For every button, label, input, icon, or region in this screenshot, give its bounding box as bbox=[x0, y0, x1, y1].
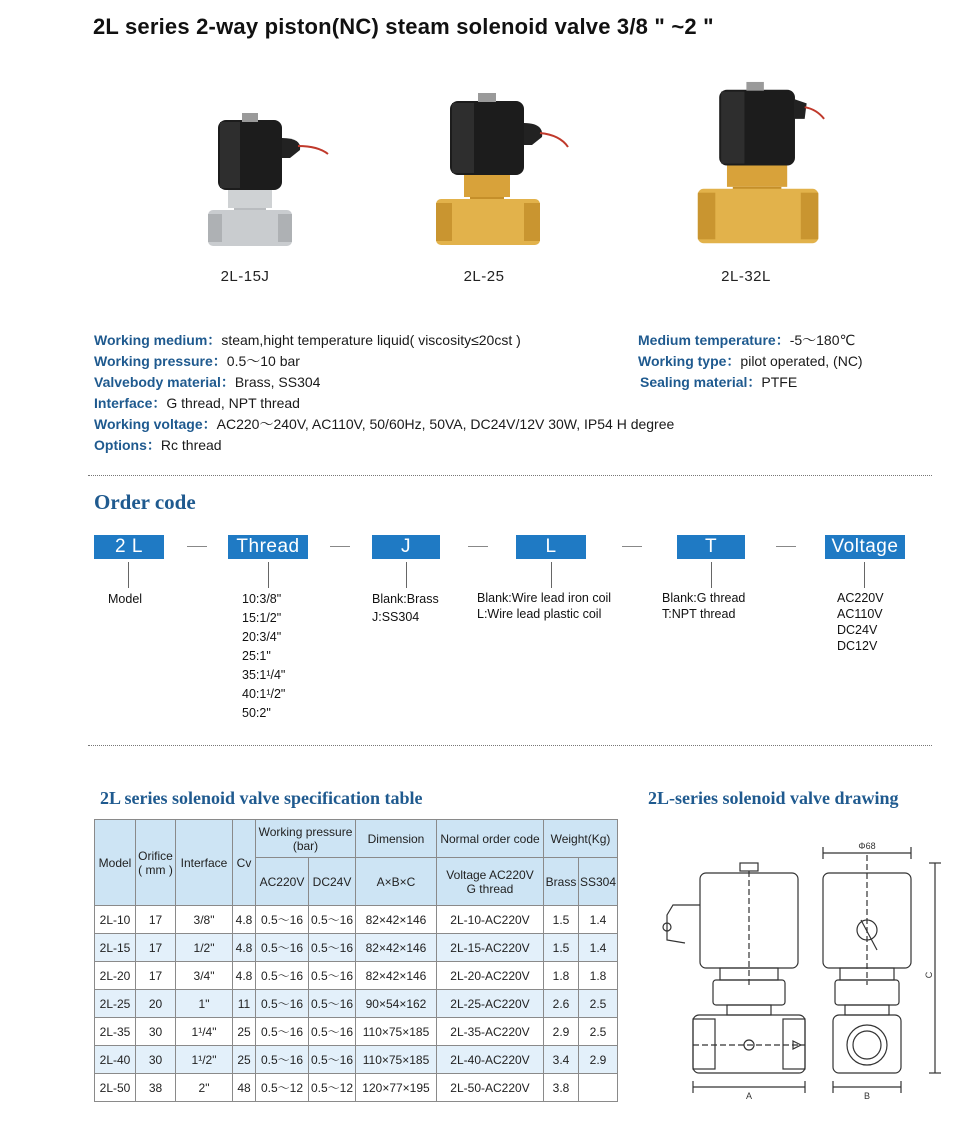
spec-working-type bbox=[638, 351, 863, 371]
option-item: 15:1/2" bbox=[242, 611, 282, 625]
cell-code: 2L-15-AC220V bbox=[437, 934, 544, 962]
cell-dc: 0.5～16 bbox=[309, 990, 356, 1018]
spec-medium-temperature bbox=[638, 330, 855, 350]
option-item: Blank:Wire lead iron coil bbox=[477, 591, 612, 605]
cell-dim: 120×77×195 bbox=[356, 1074, 437, 1102]
spec-working-medium bbox=[94, 330, 521, 350]
cell-ss: 1.4 bbox=[579, 934, 618, 962]
header-working-pressure bbox=[256, 820, 356, 858]
code-box-thread: Thread bbox=[228, 535, 308, 559]
page-title: 2L series 2-way piston(NC) steam solenoid valve 3/8 " ~2 " bbox=[93, 14, 714, 39]
option-item: T:NPT thread bbox=[662, 607, 736, 621]
cell-orifice: 20 bbox=[136, 990, 176, 1018]
product-name-3: 2L-32L bbox=[721, 268, 771, 285]
header-voltage-line1: Voltage AC220V bbox=[446, 867, 534, 882]
thread-options bbox=[242, 590, 285, 723]
cell-dc: 0.5～16 bbox=[309, 1018, 356, 1046]
code-box-model: 2 L bbox=[94, 535, 164, 559]
spec-label: Valvebody material： bbox=[94, 374, 235, 390]
code-connector bbox=[711, 562, 712, 588]
header-orifice-label: Orifice bbox=[138, 848, 173, 863]
cell-code: 2L-35-AC220V bbox=[437, 1018, 544, 1046]
cell-brass: 3.8 bbox=[544, 1074, 579, 1102]
option-item: 10:3/8" bbox=[242, 592, 282, 606]
cell-dc: 0.5～16 bbox=[309, 906, 356, 934]
cell-interface: 2" bbox=[176, 1074, 233, 1102]
option-item: AC220V bbox=[837, 591, 884, 605]
option-item: 50:2" bbox=[242, 706, 271, 720]
code-separator bbox=[776, 546, 796, 547]
cell-cv: 48 bbox=[233, 1074, 256, 1102]
cell-ac: 0.5～16 bbox=[256, 990, 309, 1018]
code-box-material: J bbox=[372, 535, 440, 559]
drawing-title: 2L-series solenoid valve drawing bbox=[648, 788, 899, 808]
code-connector bbox=[551, 562, 552, 588]
cell-interface: 1¹/4" bbox=[176, 1018, 233, 1046]
cell-dim: 82×42×146 bbox=[356, 962, 437, 990]
table-row bbox=[95, 1046, 618, 1074]
cell-orifice: 38 bbox=[136, 1074, 176, 1102]
material-options bbox=[372, 590, 439, 626]
cell-model: 2L-15 bbox=[95, 934, 136, 962]
cell-dim: 110×75×185 bbox=[356, 1046, 437, 1074]
code-separator bbox=[622, 546, 642, 547]
cell-ss: 2.5 bbox=[579, 990, 618, 1018]
cell-interface: 1" bbox=[176, 990, 233, 1018]
cell-code: 2L-50-AC220V bbox=[437, 1074, 544, 1102]
cell-code: 2L-10-AC220V bbox=[437, 906, 544, 934]
divider bbox=[88, 475, 932, 476]
header-pressure-unit: (bar) bbox=[292, 838, 319, 853]
cell-dc: 0.5～16 bbox=[309, 962, 356, 990]
code-box-thread-type: T bbox=[677, 535, 745, 559]
cell-cv: 4.8 bbox=[233, 934, 256, 962]
cell-model: 2L-10 bbox=[95, 906, 136, 934]
voltage-options bbox=[837, 590, 884, 654]
cell-ss: 2.9 bbox=[579, 1046, 618, 1074]
cell-ss: 1.4 bbox=[579, 906, 618, 934]
cell-ac: 0.5～16 bbox=[256, 1046, 309, 1074]
cell-interface: 1/2" bbox=[176, 934, 233, 962]
model-label: Model bbox=[108, 592, 143, 606]
spec-value: PTFE bbox=[761, 374, 798, 390]
divider bbox=[88, 745, 932, 746]
code-connector bbox=[406, 562, 407, 588]
cell-orifice: 17 bbox=[136, 906, 176, 934]
header-voltage bbox=[437, 858, 544, 906]
dim-c-label: C bbox=[924, 971, 934, 979]
product-name-2: 2L-25 bbox=[463, 268, 505, 285]
cell-ss: 1.8 bbox=[579, 962, 618, 990]
spec-value: Rc thread bbox=[160, 437, 222, 453]
header-weight: Weight(Kg) bbox=[544, 820, 618, 858]
cell-model: 2L-20 bbox=[95, 962, 136, 990]
header-brass: Brass bbox=[544, 858, 579, 906]
spec-value: steam,hight temperature liquid( viscosity≤20cst ) bbox=[221, 332, 521, 348]
header-voltage-line2: G thread bbox=[466, 881, 514, 896]
table-row bbox=[95, 906, 618, 934]
spec-working-voltage bbox=[94, 414, 674, 434]
header-dc24v: DC24V bbox=[309, 858, 356, 906]
cell-dim: 90×54×162 bbox=[356, 990, 437, 1018]
code-box-voltage: Voltage bbox=[825, 535, 905, 559]
option-item: 35:1¹/4" bbox=[242, 668, 286, 682]
header-normal-order-code: Normal order code bbox=[437, 820, 544, 858]
header-cv: Cv bbox=[233, 820, 256, 906]
table-row bbox=[95, 990, 618, 1018]
dim-phi-label: Φ68 bbox=[858, 841, 876, 851]
valve-image-2l-15j bbox=[190, 88, 350, 258]
cell-ac: 0.5～16 bbox=[256, 906, 309, 934]
header-ss304: SS304 bbox=[579, 858, 618, 906]
code-connector bbox=[128, 562, 129, 588]
spec-label: Working voltage： bbox=[94, 416, 217, 432]
spec-value: G thread, NPT thread bbox=[166, 395, 300, 411]
header-axbxc: A×B×C bbox=[356, 858, 437, 906]
spec-label: Sealing material： bbox=[640, 374, 762, 390]
code-box-lead: L bbox=[516, 535, 586, 559]
order-code-title: Order code bbox=[94, 490, 196, 514]
spec-value: 0.5～10 bar bbox=[226, 353, 300, 369]
cell-code: 2L-20-AC220V bbox=[437, 962, 544, 990]
option-item: DC12V bbox=[837, 639, 878, 653]
option-item: DC24V bbox=[837, 623, 878, 637]
option-item: 20:3/4" bbox=[242, 630, 282, 644]
spec-label: Options： bbox=[94, 437, 161, 453]
thread-type-options bbox=[662, 590, 745, 622]
spec-options bbox=[94, 435, 222, 455]
cell-dc: 0.5～16 bbox=[309, 1046, 356, 1074]
spec-sealing-material bbox=[640, 372, 797, 392]
cell-cv: 25 bbox=[233, 1018, 256, 1046]
table-row bbox=[95, 1074, 618, 1102]
spec-label: Working medium： bbox=[94, 332, 222, 348]
spec-value: Brass, SS304 bbox=[234, 374, 321, 390]
spec-label: Interface： bbox=[94, 395, 167, 411]
cell-dc: 0.5～16 bbox=[309, 934, 356, 962]
cell-orifice: 17 bbox=[136, 934, 176, 962]
cell-brass: 3.4 bbox=[544, 1046, 579, 1074]
table-row bbox=[95, 962, 618, 990]
code-connector bbox=[268, 562, 269, 588]
cell-interface: 1¹/2" bbox=[176, 1046, 233, 1074]
cell-dim: 82×42×146 bbox=[356, 934, 437, 962]
cell-ac: 0.5～12 bbox=[256, 1074, 309, 1102]
cell-code: 2L-40-AC220V bbox=[437, 1046, 544, 1074]
lead-options bbox=[477, 590, 611, 622]
cell-dc: 0.5～12 bbox=[309, 1074, 356, 1102]
code-connector bbox=[864, 562, 865, 588]
cell-ss: 2.5 bbox=[579, 1018, 618, 1046]
spec-value: AC220～240V, AC110V, 50/60Hz, 50VA, DC24V/12V 30W, IP54 H degree bbox=[216, 416, 675, 432]
valve-image-2l-32l bbox=[680, 80, 840, 250]
code-separator bbox=[330, 546, 350, 547]
spec-value: -5～180℃ bbox=[789, 332, 856, 348]
option-item: J:SS304 bbox=[372, 610, 420, 624]
cell-interface: 3/4" bbox=[176, 962, 233, 990]
cell-brass: 1.5 bbox=[544, 934, 579, 962]
cell-ac: 0.5～16 bbox=[256, 962, 309, 990]
spec-label: Medium temperature： bbox=[638, 332, 790, 348]
valve-drawing bbox=[645, 835, 945, 1105]
option-item: Blank:G thread bbox=[662, 591, 746, 605]
cell-cv: 11 bbox=[233, 990, 256, 1018]
spec-value: pilot operated, (NC) bbox=[740, 353, 863, 369]
table-row bbox=[95, 934, 618, 962]
spec-interface bbox=[94, 393, 300, 413]
header-orifice-unit: ( mm ) bbox=[138, 862, 173, 877]
spec-working-pressure bbox=[94, 351, 300, 371]
spec-label: Working pressure： bbox=[94, 353, 227, 369]
option-item: 25:1" bbox=[242, 649, 271, 663]
code-separator bbox=[468, 546, 488, 547]
cell-ac: 0.5～16 bbox=[256, 1018, 309, 1046]
code-separator bbox=[187, 546, 207, 547]
product-name-1: 2L-15J bbox=[220, 268, 270, 285]
table-row bbox=[95, 1018, 618, 1046]
spec-valvebody-material bbox=[94, 372, 320, 392]
spec-label: Working type： bbox=[638, 353, 741, 369]
option-item: Blank:Brass bbox=[372, 592, 439, 606]
spec-table bbox=[94, 819, 618, 1102]
cell-orifice: 30 bbox=[136, 1046, 176, 1074]
cell-brass: 2.9 bbox=[544, 1018, 579, 1046]
cell-code: 2L-25-AC220V bbox=[437, 990, 544, 1018]
cell-brass: 1.5 bbox=[544, 906, 579, 934]
cell-orifice: 17 bbox=[136, 962, 176, 990]
cell-cv: 25 bbox=[233, 1046, 256, 1074]
cell-brass: 1.8 bbox=[544, 962, 579, 990]
cell-model: 2L-35 bbox=[95, 1018, 136, 1046]
header-orifice bbox=[136, 820, 176, 906]
option-item: 40:1¹/2" bbox=[242, 687, 286, 701]
header-pressure-label: Working pressure bbox=[258, 824, 353, 839]
header-model: Model bbox=[95, 820, 136, 906]
option-item: L:Wire lead plastic coil bbox=[477, 607, 602, 621]
cell-ac: 0.5～16 bbox=[256, 934, 309, 962]
cell-cv: 4.8 bbox=[233, 962, 256, 990]
header-interface: Interface bbox=[176, 820, 233, 906]
cell-cv: 4.8 bbox=[233, 906, 256, 934]
cell-orifice: 30 bbox=[136, 1018, 176, 1046]
option-item: AC110V bbox=[837, 607, 883, 621]
cell-model: 2L-40 bbox=[95, 1046, 136, 1074]
cell-model: 2L-25 bbox=[95, 990, 136, 1018]
cell-brass: 2.6 bbox=[544, 990, 579, 1018]
cell-model: 2L-50 bbox=[95, 1074, 136, 1102]
spec-table-title: 2L series solenoid valve specification table bbox=[100, 788, 423, 808]
cell-ss bbox=[579, 1074, 618, 1102]
dim-b-label: B bbox=[863, 1091, 871, 1101]
header-ac220v: AC220V bbox=[256, 858, 309, 906]
header-dimension: Dimension bbox=[356, 820, 437, 858]
cell-dim: 110×75×185 bbox=[356, 1018, 437, 1046]
cell-dim: 82×42×146 bbox=[356, 906, 437, 934]
cell-interface: 3/8" bbox=[176, 906, 233, 934]
dim-a-label: A bbox=[745, 1091, 753, 1101]
valve-image-2l-25 bbox=[418, 83, 578, 253]
